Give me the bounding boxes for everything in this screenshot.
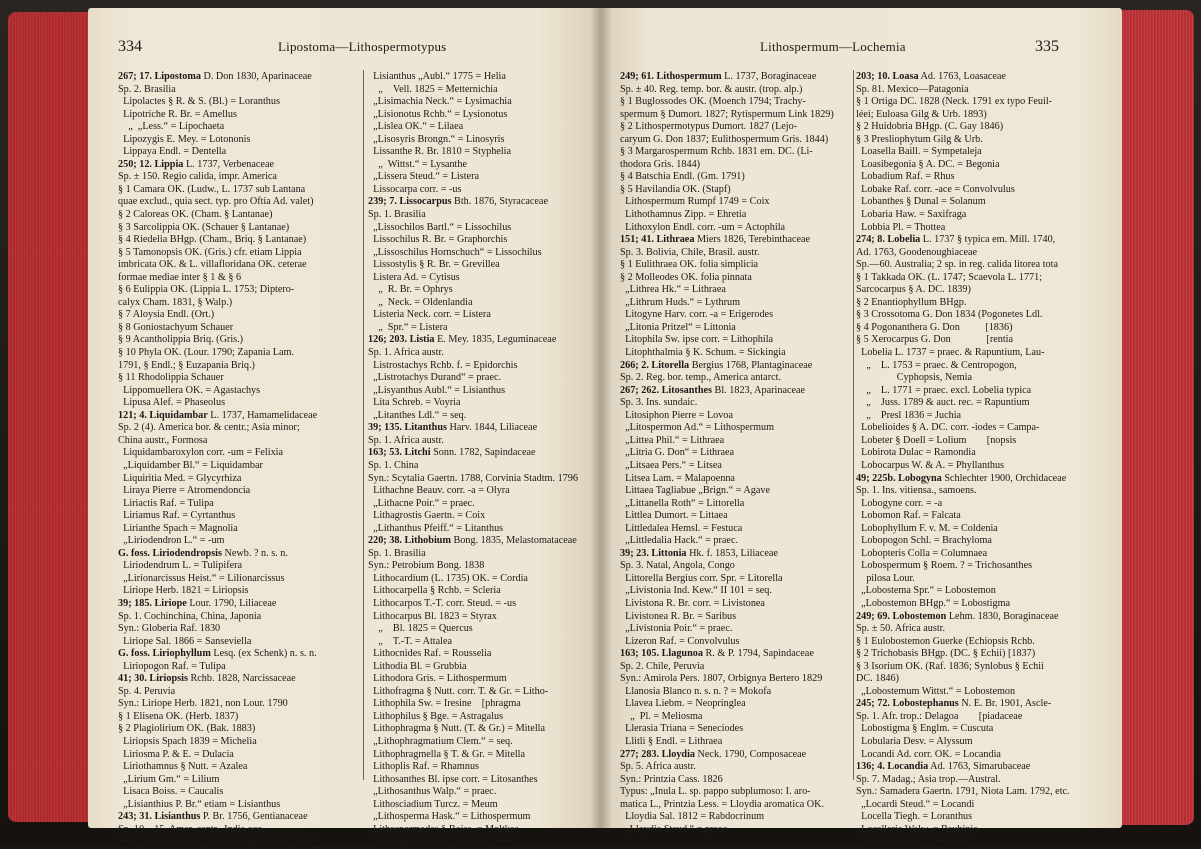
entry-line: Lobake Raf. corr. -ace = Convolvulus [856,183,1015,195]
entry-line: § 11 Rhodolippia Schauer [118,372,224,384]
entry-line: Lissocarpa corr. = -us [368,183,462,195]
entry-line: „ Bl. 1825 = Quercus [368,623,473,635]
entry-line: Lobospermum § Roem. ? = Trichosanthes [856,560,1033,572]
entry-line: DC. 1846) [856,673,900,685]
entry-line: G. foss. Liriodendropsis Newb. ? n. s. n. [118,547,288,559]
entry-line: Liriope Sal. 1866 = Sanseviella [118,635,252,647]
entry-line: „ Wittst.“ = Lysanthe [368,158,467,170]
entry-line: Lissanthe R. Br. 1810 = Styphelia [368,146,511,158]
entry-line: „Lissera Steud.“ = Listera [368,171,479,183]
entry-line: „Lirionarcissus Heist.“ = Lilionarcissus [118,572,285,584]
entry-line: Sp. 5. Africa austr. [620,761,696,773]
entry-line: Lithoplis Raf. = Rhamnus [368,761,480,773]
entry-line: Lithofragma § Nutt. corr. T. & Gr. = Litho- [368,685,549,697]
entry-line: „ Spr.“ = Listera [368,321,448,333]
entry-line: Lithodora Gris. = Lithospermum [368,673,507,685]
entry-line: „Lithacne Poir.“ = praec. [368,497,475,509]
right-page-number: 335 [1035,38,1059,55]
entry-line: Liriopogon Raf. = Tulipa [118,660,226,672]
entry-line: 151; 41. Lithraea Miers 1826, Terebinthaceae [620,234,811,246]
entry-line: Listrostachys Rchb. f. = Epidorchis [368,359,518,371]
entry-line: Litophthalmia § K. Schum. = Sickingia [620,347,786,359]
entry-line: Ad. 1763, Goodenoughiaceae [856,246,978,258]
entry-line: Lobophyllum F. v. M. = Coldenia [856,522,998,534]
entry-line: § 3 Isorium OK. (Raf. 1836; Synlobus § Echii [856,660,1044,672]
entry-line: 243; 31. Lisianthus P. Br. 1756, Gentianaceae [118,811,308,823]
entry-line: „Litria G. Don“ = Lithraea [620,447,735,459]
entry-line: „Littea Phil.“ = Lithraea [620,434,725,446]
entry-line: Lippomuellera OK. = Agastachys [118,384,261,396]
entry-line: „Litonia Pritzel“ = Littonia [620,321,736,333]
entry-line: Lithosanthes Bl. ipse corr. = Litosanthes [368,773,538,785]
entry-line: Syn.: Liriope Herb. 1821, non Lour. 1790 [118,698,288,710]
entry-line: pilosa Lour. [856,572,915,584]
entry-line: Typus: „Inula L. sp. pappo subplumoso: I. aro- [620,786,811,798]
entry-line: 126; 203. Listia E. Mey. 1835, Leguminaceae [368,334,557,346]
entry-line: „ Juss. 1789 & auct. rec. = Rapuntium [856,397,1030,409]
entry-line: Locellaria Welw. = Bauhinia [856,823,978,835]
entry-line: Lithocardium (L. 1735) OK. = Cordia [368,572,528,584]
entry-line: § 2 Enantiophyllum BHgp. [856,296,967,308]
entry-line: Lipusa Alef. = Phaseolus [118,397,226,409]
entry-line: § 2 Huidobria BHgp. (C. Gay 1846) [856,121,1004,133]
entry-line: „ Neck. = Oldenlandia [368,296,473,308]
entry-line: Lithospermodes § Boiss. = Moltkea [368,823,519,835]
entry-line: § 6 Eulippia OK. (Lippia L. 1753; Diptero- [118,284,295,296]
entry-line: Sp. 3. Bolivia, Chile, Brasil. austr. [620,246,760,258]
entry-line: § 1 Eulobostemon Guerke (Echiopsis Rchb. [856,635,1035,647]
entry-line: „Lithrea Hk.“ = Lithraea [620,284,726,296]
entry-line: Locandi Ad. corr. OK. = Locandia [856,748,1001,760]
entry-line: „Lisyanthus Aubl.“ = Lisianthus [368,384,506,396]
column-rule [363,70,364,780]
entry-line: Lithophilus § Bge. = Astragalus [368,710,504,722]
entry-line: „ Pl. = Meliosma [620,710,703,722]
entry-line: Liriope Herb. 1821 = Liriopsis [118,585,249,597]
entry-line: Lipolactes § R. & S. (Bl.) = Loranthus [118,96,280,108]
entry-line: „Lloydia Steud.“ = praec. [620,823,730,835]
entry-line: „Lobostemon BHgp.“ = Lobostigma [856,597,1011,609]
entry-line: § 1 Takkada OK. (L. 1747; Scaevola L. 1771; [856,271,1043,283]
entry-line: Sp. 1. Afr. trop.: Delagoa [piadaceae [856,710,1023,722]
entry-line: Syn.: Lejanthus & § Omphalostigma Gris. 1839 [118,836,314,848]
entry-line: Lobirota Dulac = Ramondia [856,447,976,459]
entry-line: Lobanthes § Dunal = Solanum [856,196,986,208]
entry-line: Littledalea Hemsl. = Festuca [620,522,743,534]
entry-line: Lithocnides Raf. = Rousselia [368,648,492,660]
entry-line: Lobopogon Schl. = Brachyloma [856,535,992,547]
entry-line: 239; 7. Lissocarpus Bth. 1876, Styracaceae [368,196,548,208]
entry-line: Lithoxylon Endl. corr. -um = Actophila [620,221,786,233]
entry-line: „Locardi Steud.“ = Locandi [856,798,975,810]
entry-line: „Liquidamber Bl.“ = Liquidambar [118,459,263,471]
left-running-head: Lipostoma—Lithospermotypus [278,39,447,54]
entry-line: Lithospermotypus § Dumort. = seq. [368,836,519,848]
entry-line: 266; 2. Litorella Bergius 1768, Plantaginaceae [620,359,813,371]
entry-line: § 1 Ortiga DC. 1828 (Neck. 1791 ex typo Feuil- [856,96,1053,108]
entry-line: 39; 23. Littonia Hk. f. 1853, Liliaceae [620,547,778,559]
left-page-edges [8,12,88,822]
entry-line: Lithothamnus Zipp. = Ehretia [620,209,747,221]
entry-line: 39; 135. Litanthus Harv. 1844, Liliaceae [368,422,538,434]
entry-line: 220; 38. Lithobium Bong. 1835, Melastomataceae [368,535,577,547]
entry-line: Cyphopsis, Nemia [856,372,973,384]
entry-line: 267; 262. Litosanthes Bl. 1823, Aparinaceae [620,384,806,396]
entry-line: Sp. 1. Ins. vitiensa., samoens. [856,485,977,497]
entry-line: „Lislea OK.“ = Lilaea [368,121,464,133]
entry-line: Loasibegonia § A. DC. = Begonia [856,158,1000,170]
entry-line: 121; 4. Liquidambar L. 1737, Hamamelidaceae [118,409,318,421]
entry-line: „Livistonia Poir.“ = praec. [620,623,733,635]
entry-line: Syn.: Printzia Cass. 1826 [620,773,723,785]
entry-line: Littlea Dumort. = Littaea [620,510,728,522]
entry-line: Sp. 1. Africa austr. [368,347,444,359]
entry-line: quae exclud., quia sect. typ. pro Oftia Ad. valet) [118,196,314,208]
entry-line: „Listrotachys Durand“ = praec. [368,372,502,384]
entry-line: 163; 53. Litchi Sonn. 1782, Sapindaceae [368,447,536,459]
entry-line: Lobelioides § A. DC. corr. -iodes = Campa- [856,422,1040,434]
entry-line: Syn.: Samadera Gaertn. 1791, Niota Lam. 1792, etc. [856,786,1070,798]
entry-line: formae mediae inter § 1 & § 6 [118,271,242,283]
entry-line: Sp. ± 40. Reg. temp. bor. & austr. (trop. alp.) [620,83,803,95]
entry-line: Llitli § Endl. = Lithraea [620,735,723,747]
entry-line: „Livistonia Ind. Kew.“ II 101 = seq. [620,585,772,597]
right-running-head: Lithospermum—Lochemia [760,39,906,54]
entry-line: Liquidambaroxylon corr. -um = Felixia [118,447,284,459]
entry-line: Sp. 10—15. Amer. centr., India occ. [118,823,265,835]
entry-line: „Lithrum Huds.“ = Lythrum [620,296,741,308]
entry-line: Lobomon Raf. = Falcata [856,510,961,522]
entry-line: Lobaria Haw. = Saxifraga [856,209,967,221]
entry-line: Lobelia L. 1737 = praec. & Rapuntium, Lau- [856,347,1045,359]
entry-line: § 1 Eulithraea OK. folia simplicia [620,259,759,271]
entry-line: 250; 12. Lippia L. 1737, Verbenaceae [118,158,274,170]
entry-line: léei; Euloasa Gilg & Urb. 1893) [856,108,987,120]
entry-line: „ Vell. 1825 = Metternichia [368,83,498,95]
entry-line: Litophila Sw. ipse corr. = Lithophila [620,334,774,346]
right-column-2 [856,71,1096,849]
entry-line: „Lissochilos Bartl.“ = Lissochilus [368,221,512,233]
entry-line: § 8 Goniostachyum Schauer [118,321,234,333]
entry-line: Listeria Neck. corr. = Listera [368,309,491,321]
entry-line: 1791, § Endl.; § Euzapania Briq.) [118,359,255,371]
entry-line: Liquiritia Med. = Glycyrhiza [118,472,242,484]
entry-line: § 3 Margarospermum Rchb. 1831 em. DC. (Li- [620,146,813,158]
entry-line: Littaea Tagliabue „Brign.“ = Agave [620,485,770,497]
entry-line: Sp. 1. Brasilia [368,547,426,559]
column-rule [853,70,854,780]
entry-line: Llanosia Blanco n. s. n. ? = Mokofa [620,685,772,697]
entry-line: § 2 Molleodes OK. folia pinnata [620,271,752,283]
entry-line: Sp. 4. Peruvia [118,685,176,697]
entry-line: calyx Cham. 1831, § Walp.) [118,296,233,308]
entry-line: Litosiphon Pierre = Lovoa [620,409,733,421]
entry-line: Liriothamnus § Nutt. = Azalea [118,761,248,773]
entry-line: Sp. ± 150. Regio calida, impr. America [118,171,277,183]
entry-line: „Litospermon Ad.“ = Lithospermum [620,422,775,434]
entry-line: Sp. 1. Brasilia [368,209,426,221]
entry-line: Lobocarpus W. & A. = Phyllanthus [856,459,1005,471]
entry-line: Lithagrostis Gaertn. = Coix [368,510,486,522]
entry-line: „Lisionotus Rchb.“ = Lysionotus [368,108,508,120]
entry-line: § 1 Camara OK. (Ludw., L. 1737 sub Lantana [118,183,306,195]
entry-line: Lizeron Raf. = Convolvulus [620,635,740,647]
entry-line: „ L. 1771 = praec. excl. Lobelia typica [856,384,1032,396]
entry-line: „Lobostema Spr.“ = Lobostemon [856,585,996,597]
entry-line: Lobopteris Colla = Columnaea [856,547,988,559]
entry-line: „ T.-T. = Attalea [368,635,453,647]
entry-line: Lobostigma § Englm. = Cuscuta [856,723,994,735]
entry-line: „Lisimachia Neck.“ = Lysimachia [368,96,512,108]
entry-line: Lithodia Bl. = Grubbia [368,660,467,672]
entry-line: Lobularia Desv. = Alyssum [856,735,973,747]
entry-line: „Liriodendron L.“ = -um [118,535,225,547]
entry-line: „ Presl 1836 = Juchia [856,409,962,421]
entry-line: Livistona R. Br. corr. = Livistonea [620,597,765,609]
entry-line: Lobogyne corr. = -a [856,497,943,509]
left-page [88,8,600,848]
entry-line: „Litsaea Pers.“ = Litsea [620,459,722,471]
entry-line: § 4 Pogonanthera G. Don [1836) [856,321,1013,333]
entry-line: Sp. 7. Madag.; Asia trop.—Austral. [856,773,1001,785]
entry-line: § 4 Riedelia BHgp. (Cham., Briq. § Lantanae) [118,234,307,246]
entry-line: Sp. ± 50. Africa austr. [856,623,946,635]
entry-line: „Lisianthius P. Br.“ etiam = Lisianthus [118,798,281,810]
entry-line: 267; 17. Lipostoma D. Don 1830, Aparinaceae [118,71,312,82]
entry-line: matica L., Printzia Less. = Lloydia aromatica OK. [620,798,825,810]
entry-line: „ L. 1753 = praec. & Centropogon, [856,359,1017,371]
entry-line: Lita Schreb. = Voyria [368,397,461,409]
left-column-1 [118,71,358,849]
entry-line: „Lissoschilus Hornschuch“ = Lissochilus [368,246,542,258]
entry-line: Sp. 2 (4). America bor. & centr.; Asia minor; [118,422,300,434]
left-page-header [88,38,600,60]
entry-line: Liriopsis Spach 1839 = Michelia [118,735,257,747]
entry-line: Syn.: Amirola Pers. 1807, Orbignya Bertero 1829 [620,673,823,685]
entry-line: Llavea Liebm. = Neopringlea [620,698,746,710]
entry-line: China austr., Formosa [118,434,208,446]
entry-line: Lithospermum Rumpf 1749 = Coix [620,196,770,208]
entry-line: Sp. 3. Natal, Angola, Congo [620,560,735,572]
entry-line: Lithocarpella § Rchb. = Scleria [368,585,501,597]
right-page-edges [1122,10,1194,825]
entry-line: 163; 105. Llagunoa R. & P. 1794, Sapindaceae [620,648,814,660]
entry-line: spermum § Dumort. 1827; Rytispermum Link 1829) [620,108,834,120]
entry-line: § 1 Buglossodes OK. (Moench 1794; Trachy- [620,96,806,108]
entry-line: Livistonea R. Br. = Saribus [620,610,737,622]
entry-line: „Littanella Roth“ = Littorella [620,497,745,509]
entry-line: 249; 69. Lobostemon Lehm. 1830, Boraginaceae [856,610,1059,622]
entry-line: thodora Gris. 1844) [620,158,701,170]
entry-line: Loasella Baill. = Sympetaleja [856,146,982,158]
entry-line: Liraya Pierre = Atromendoncia [118,485,251,497]
entry-line: § 1 Elisena OK. (Herb. 1837) [118,710,239,722]
entry-line: „ „Less.“ = Lipochaeta [118,121,225,133]
entry-line: Lissochilus R. Br. = Graphorchis [368,234,508,246]
entry-line: Lirianthe Spach = Magnolia [118,522,238,534]
entry-line: 49; 225b. Lobogyna Schlechter 1900, Orchidaceae [856,472,1067,484]
entry-line: imbricata OK. & L. villafloridana OK. ceterae [118,259,307,271]
entry-line: § 5 Havilandia OK. (Stapf) [620,183,731,195]
entry-line: Lithocarpos T.-T. corr. Steud. = -us [368,597,517,609]
entry-line: Lissostylis § R. Br. = Grevillea [368,259,500,271]
entry-line: § 5 Tamonopsis OK. (Gris.) cfr. etiam Lippia [118,246,302,258]
right-column-1 [620,71,852,836]
entry-line: Llerasia Triana = Seneciodes [620,723,744,735]
entry-line: „Lithosperma Hask.“ = Lithospermum [368,811,531,823]
entry-line: § 2 Caloreas OK. (Cham. § Lantanae) [118,209,273,221]
entry-line: Liriosma P. & E. = Dulacia [118,748,234,760]
entry-line: 39; 185. Liriope Lour. 1790, Liliaceae [118,597,277,609]
entry-line: „Lithanthus Pfeiff.“ = Litanthus [368,522,504,534]
entry-line: Liriamus Raf. = Cyrtanthus [118,510,236,522]
entry-line: Sp. 2. Brasilia [118,83,176,95]
entry-line: Sp. 81. Mexico—Patagonia [856,83,969,95]
entry-line: § 5 Xerocarpus G. Don [rentia [856,334,1014,346]
entry-line: Littorella Bergius corr. Spr. = Litorella [620,572,783,584]
entry-line: caryum G. Don 1837; Eulithospermum Gris. 1844) [620,133,829,145]
entry-line: Lithachne Beauv. corr. -a = Olyra [368,485,510,497]
entry-line: Sp. 2. Chile, Peruvia [620,660,705,672]
entry-line: Lipozygis E. Mey. = Lotononis [118,133,251,145]
entry-line: Lithocarpus Bl. 1823 = Styrax [368,610,497,622]
entry-line: Litogyne Harv. corr. -a = Erigerodes [620,309,774,321]
entry-line: „Littledalia Hack.“ = praec. [620,535,739,547]
entry-line: „Lirium Gm.“ = Lilium [118,773,220,785]
entry-line: 203; 10. Loasa Ad. 1763, Loasaceae [856,71,1006,82]
entry-line: Sp.—60. Australia; 2 sp. in reg. calida litorea tota [856,259,1059,271]
entry-line: Lithosciadium Turcz. = Meum [368,798,498,810]
entry-line: § 2 Trichobasis BHgp. (DC. § Echii) [1837) [856,648,1036,660]
entry-line: Liriodendrum L. = Tulipifera [118,560,243,572]
entry-line: Lisianthus „Aubl.“ 1775 = Helia [368,71,506,82]
entry-line: § 7 Aloysia Endl. (Ort.) [118,309,215,321]
entry-line: Liriactis Raf. = Tulipa [118,497,214,509]
entry-line: § 3 Crossotoma G. Don 1834 (Pogonetes Ldl. [856,309,1043,321]
entry-line: „Lisosyris Brongn.“ = Linosyris [368,133,505,145]
entry-line: 249; 61. Lithospermum L. 1737, Boraginaceae [620,71,817,82]
book-gutter [590,8,612,828]
entry-line: 245; 72. Lobostephanus N. E. Br. 1901, Ascle- [856,698,1052,710]
right-page-header [600,38,1122,60]
entry-line: Sp. 3. Ins. sundaic. [620,397,698,409]
entry-line: „Lithophragmatium Clem.“ = seq. [368,735,513,747]
left-page-number: 334 [118,38,142,55]
entry-line: Lloydia Sal. 1812 = Rabdocrinum [620,811,765,823]
entry-line: Lobadium Raf. = Rhus [856,171,955,183]
entry-line: Syn.: Globeria Raf. 1830 [118,623,221,635]
entry-line: Syn.: Petrobium Bong. 1838 [368,560,485,572]
entry-line: Sp. 1. Cochinchina, China, Japonia [118,610,262,622]
entry-line: Lithophragma § Nutt. (T. & Gr.) = Mitella [368,723,546,735]
entry-line: § 4 Batschia Endl. (Gm. 1791) [620,171,745,183]
entry-line: G. foss. Liriophyllum Lesq. (ex Schenk) n. s. n. [118,648,317,660]
entry-line: 41; 30. Liriopsis Rchb. 1828, Narcissaceae [118,673,296,685]
entry-line: Lisaca Boiss. = Caucalis [118,786,224,798]
left-column-2 [368,71,593,849]
entry-line: Lithophragmella § T. & Gr. = Mitella [368,748,526,760]
entry-line: Sp. 1. Africa austr. [368,434,444,446]
entry-line: § 9 Acantholippia Briq. (Gris.) [118,334,244,346]
entry-line: Sp. 1. China [368,459,419,471]
entry-line: Syn.: Scytalia Gaertn. 1788, Corvinia Stadtm. 1796 [368,472,578,484]
entry-line: „Litanthes Ldl.“ = seq. [368,409,467,421]
entry-line: § 3 Sarcolippia OK. (Schauer § Lantanae) [118,221,290,233]
entry-line: „Lobostemum Wittst.“ = Lobostemon [856,685,1016,697]
entry-line: „ R. Br. = Ophrys [368,284,453,296]
entry-line: Listera Ad. = Cytisus [368,271,460,283]
entry-line: Sp. 2. Reg. bor. temp., America antarct. [620,372,781,384]
entry-line: 274; 8. Lobelia L. 1737 § typica em. Mill. 1740, [856,234,1056,246]
entry-line: Lobeter § Doell = Lolium [nopsis [856,434,1017,446]
entry-line: Lobbia Pl. = Thottea [856,221,946,233]
entry-line: 277; 283. Lloydia Neck. 1790, Composaceae [620,748,807,760]
entry-line: Lipotriche R. Br. = Amellus [118,108,237,120]
entry-line: § 3 Presliophytum Gilg & Urb. [856,133,983,145]
entry-line: § 2 Lithospermotypus Dumort. 1827 (Lejo- [620,121,798,133]
entry-line: Sarcocarpus § A. DC. 1839) [856,284,971,296]
entry-line: Lochemia Arn. = Melochia [856,836,972,848]
entry-line: Lithophila Sw. = Iresine [phragma [368,698,521,710]
entry-line: Lippaya Endl. = Dentella [118,146,227,158]
entry-line: „Lithosanthus Walp.“ = praec. [368,786,497,798]
right-page [600,8,1122,848]
entry-line: 136; 4. Locandia Ad. 1763, Simarubaceae [856,761,1031,773]
entry-line: § 10 Phyla OK. (Lour. 1790; Zapania Lam. [118,347,294,359]
entry-line: Litsea Lam. = Malapoenna [620,472,735,484]
entry-line: § 2 Plagiolirium OK. (Bak. 1883) [118,723,256,735]
entry-line: Locella Tiegh. = Loranthus [856,811,973,823]
